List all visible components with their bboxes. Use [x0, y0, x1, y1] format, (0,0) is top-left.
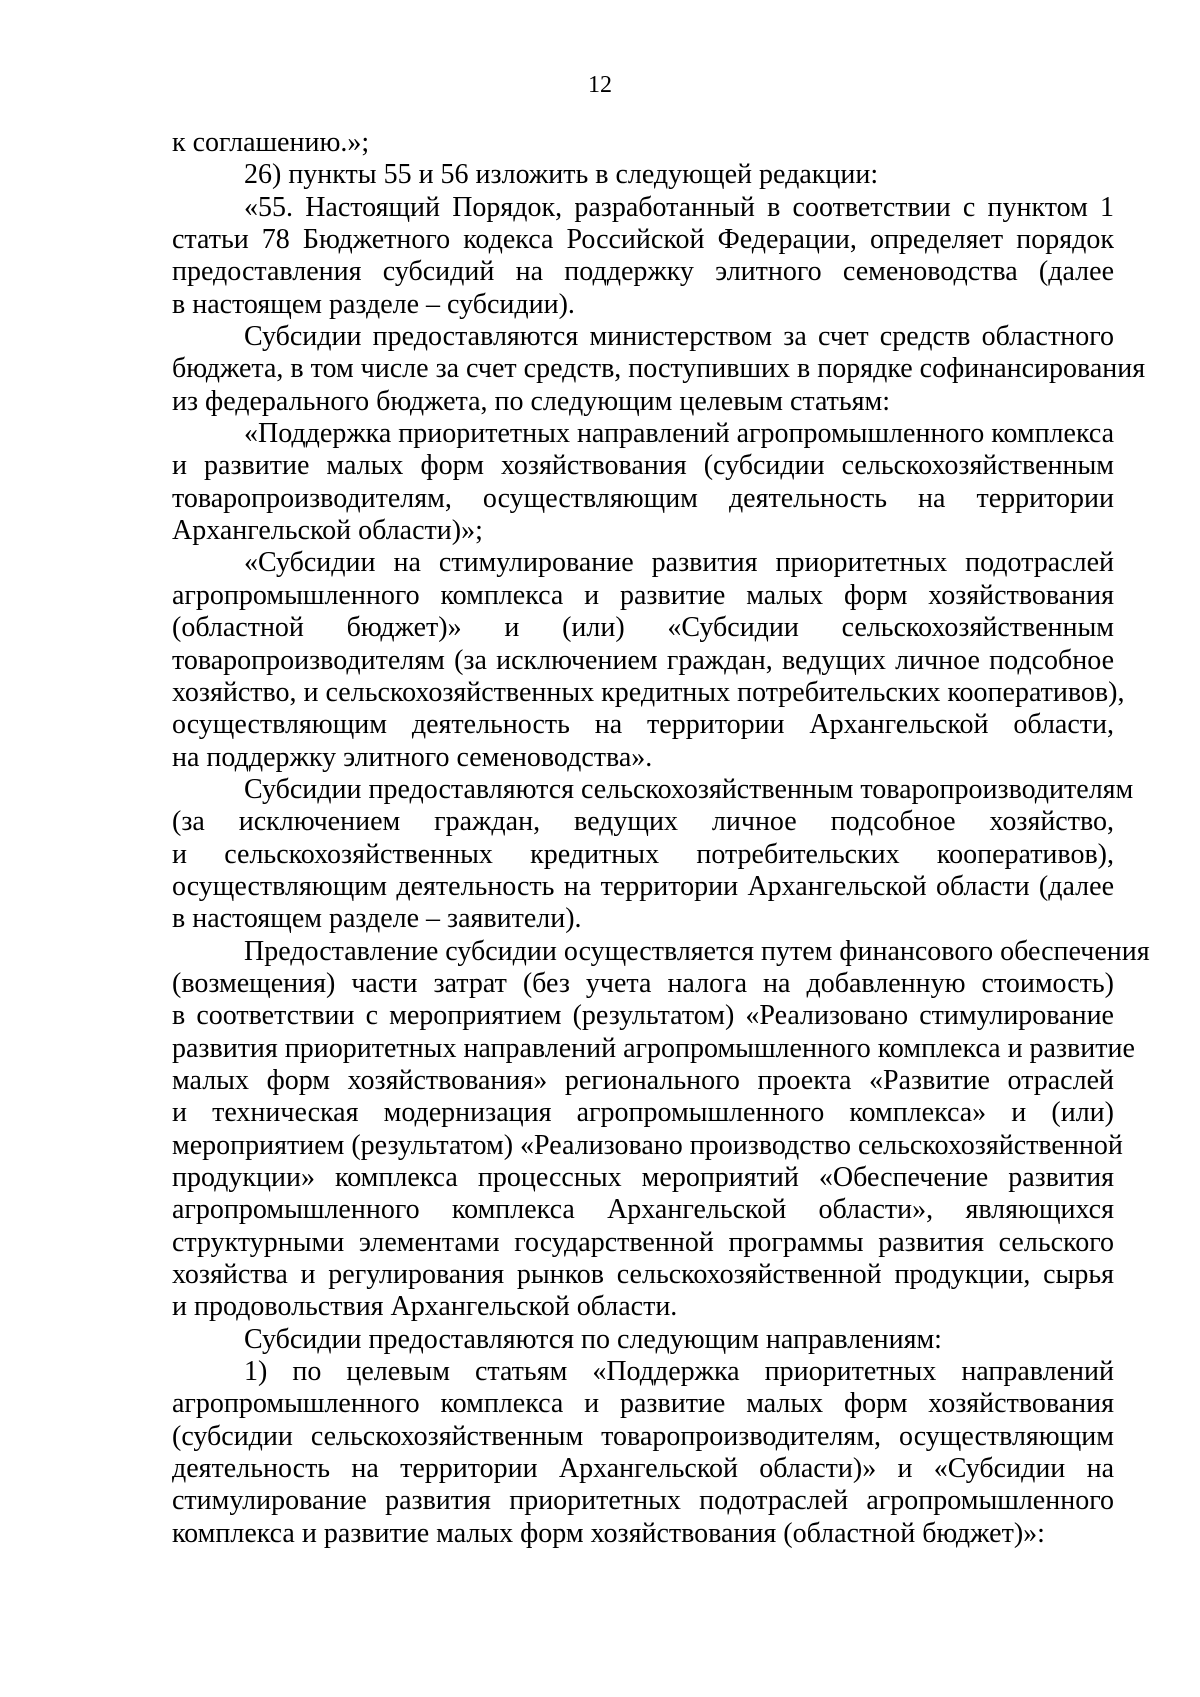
text-line: (областной бюджет)» и (или) «Субсидии сельскохозяйственным: [172, 612, 1114, 644]
text-line: в соответствии с мероприятием (результатом) «Реализовано стимулирование: [172, 1000, 1114, 1032]
text-line: к соглашению.»;: [172, 127, 370, 158]
text-line: Субсидии предоставляются министерством за счет средств областного: [244, 321, 1114, 353]
text-line: осуществляющим деятельность на территории Архангельской области (далее: [172, 870, 1114, 902]
text-line: осуществляющим деятельность на территории Архангельской области,: [172, 709, 1114, 741]
text-line: и сельскохозяйственных кредитных потребительских кооперативов),: [172, 838, 1114, 870]
page-number: 12: [588, 72, 612, 98]
text-line: «Субсидии на стимулирование развития приоритетных подотраслей: [244, 547, 1114, 579]
text-line: продукции» комплекса процессных мероприятий «Обеспечение развития: [172, 1162, 1114, 1193]
text-line: мероприятием (результатом) «Реализовано производство сельскохозяйственной: [172, 1129, 1123, 1161]
text-line: деятельность на территории Архангельской области)» и «Субсидии на: [172, 1453, 1114, 1485]
text-line: (за исключением граждан, ведущих личное подсобное хозяйство,: [172, 806, 1114, 838]
text-line: (субсидии сельскохозяйственным товаропроизводителям, осуществляющим: [172, 1420, 1114, 1452]
text-line: Предоставление субсидии осуществляется путем финансового обеспечения: [244, 935, 1150, 967]
text-line: Архангельской области)»;: [172, 515, 483, 547]
text-line: стимулирование развития приоритетных подотраслей агропромышленного: [172, 1485, 1114, 1517]
text-line: на поддержку элитного семеноводства».: [172, 741, 653, 773]
text-line: товаропроизводителям, осуществляющим деятельность на территории: [172, 482, 1114, 514]
text-line: из федерального бюджета, по следующим целевым статьям:: [172, 385, 891, 417]
text-line: малых форм хозяйствования» регионального проекта «Развитие отраслей: [172, 1064, 1114, 1096]
text-line: предоставления субсидий на поддержку элитного семеноводства (далее: [172, 256, 1114, 288]
text-line: хозяйства и регулирования рынков сельскохозяйственной продукции, сырья: [172, 1259, 1114, 1291]
text-line: «55. Настоящий Порядок, разработанный в соответствии с пунктом 1: [244, 191, 1114, 223]
text-line: агропромышленного комплекса и развитие малых форм хозяйствования: [172, 1388, 1114, 1420]
text-line: комплекса и развитие малых форм хозяйствования (областной бюджет)»:: [172, 1517, 1045, 1549]
text-line: Субсидии предоставляются по следующим направлениям:: [244, 1323, 942, 1355]
text-line: «Поддержка приоритетных направлений агропромышленного комплекса: [244, 418, 1115, 450]
text-line: бюджета, в том числе за счет средств, поступивших в порядке софинансирования: [172, 353, 1146, 385]
text-line: в настоящем разделе – субсидии).: [172, 288, 575, 320]
text-line: хозяйство, и сельскохозяйственных кредитных потребительских кооперативов),: [172, 676, 1125, 708]
text-line: 26) пункты 55 и 56 изложить в следующей редакции:: [244, 159, 879, 191]
text-line: и развитие малых форм хозяйствования (субсидии сельскохозяйственным: [172, 450, 1114, 482]
text-line: 1) по целевым статьям «Поддержка приоритетных направлений: [244, 1356, 1114, 1388]
text-line: Субсидии предоставляются сельскохозяйственным товаропроизводителям: [244, 773, 1134, 805]
text-line: и техническая модернизация агропромышленного комплекса» и (или): [172, 1097, 1114, 1129]
text-line: (возмещения) части затрат (без учета налога на добавленную стоимость): [172, 967, 1114, 999]
text-line: агропромышленного комплекса Архангельской области», являющихся: [172, 1194, 1114, 1226]
text-line: агропромышленного комплекса и развитие малых форм хозяйствования: [172, 579, 1114, 611]
text-line: развития приоритетных направлений агропромышленного комплекса и развитие: [172, 1032, 1135, 1064]
text-line: товаропроизводителям (за исключением граждан, ведущих личное подсобное: [172, 644, 1114, 676]
text-line: и продовольствия Архангельской области.: [172, 1291, 678, 1323]
text-line: в настоящем разделе – заявители).: [172, 903, 582, 935]
document-body: [172, 127, 1150, 1550]
text-line: структурными элементами государственной программы развития сельского: [172, 1226, 1114, 1258]
text-line: статьи 78 Бюджетного кодекса Российской Федерации, определяет порядок: [172, 224, 1114, 256]
